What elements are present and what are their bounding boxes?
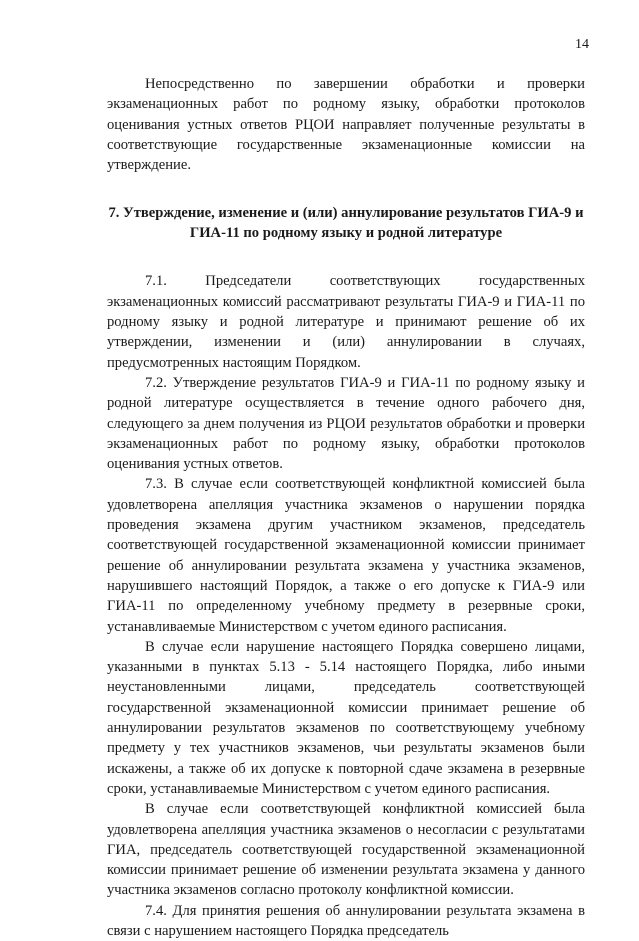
page-number: 14 (575, 37, 589, 52)
intro-paragraph: Непосредственно по завершении обработки и проверки экзаменационных работ по родному языку, обработки протоколов оценивания устных ответов РЦОИ направляет полученные результаты в соответствующие государственные экзаменационные комиссии на утверждение. (107, 76, 585, 174)
paragraph-7-2: 7.2. Утверждение результатов ГИА-9 и ГИА-11 по родному языку и родной литературе осуществляется в течение одного рабочего дня, следующего за днем получения из РЦОИ результатов обработки и проверки экзаменационных работ по родному языку, обработки протоколов оценивания устных ответов. (107, 374, 585, 473)
document-body (107, 74, 585, 941)
section-heading: 7. Утверждение, изменение и (или) аннулирование результатов ГИА-9 и ГИА-11 по родному языку и родной литературе (108, 205, 584, 242)
paragraph-7-3: 7.3. В случае если соответствующей конфликтной комиссией была удовлетворена апелляция участника экзаменов о нарушении порядка проведения экзамена другим участником экзаменов, председатель соответствующей государственной экзаменационной комиссии принимает решение об аннулировании результата экзамена у участника экзаменов, нарушившего настоящий Порядок, а также о его допуске к ГИА-9 или ГИА-11 по определенному учебному предмету в резервные сроки, устанавливаемые Министерством с учетом единого расписания. (107, 476, 585, 635)
paragraph-7-1: 7.1. Председатели соответствующих государственных экзаменационных комиссий рассматривают результаты ГИА-9 и ГИА-11 по родному языку и родной литературе и принимают решение об их утверждении, изменении и (или) аннулировании в случаях, предусмотренных настоящим Порядком. (107, 273, 585, 371)
paragraph-7-4: 7.4. Для принятия решения об аннулировании результата экзамена в связи с нарушением настоящего Порядка председатель (107, 902, 585, 939)
paragraph-7-3-violation: В случае если нарушение настоящего Порядка совершено лицами, указанными в пунктах 5.13 - 5.14 настоящего Порядка, либо иными неустановленными лицами, председатель соответствующей государственной экзаменационной комиссии принимает решение об аннулировании результатов экзаменов по соответствующему учебному предмету у тех участников экзаменов, чьи результаты экзаменов были искажены, а также об их допуске к повторной сдаче экзамена в резервные сроки, устанавливаемые Министерством с учетом единого расписания. (107, 638, 585, 797)
paragraph-7-3-appeal: В случае если соответствующей конфликтной комиссией была удовлетворена апелляция участника экзаменов о несогласии с результатами ГИА, председатель соответствующей государственной экзаменационной комиссии принимает решение об изменении результата экзамена у данного участника экзаменов согласно протоколу конфликтной комиссии. (107, 801, 585, 899)
